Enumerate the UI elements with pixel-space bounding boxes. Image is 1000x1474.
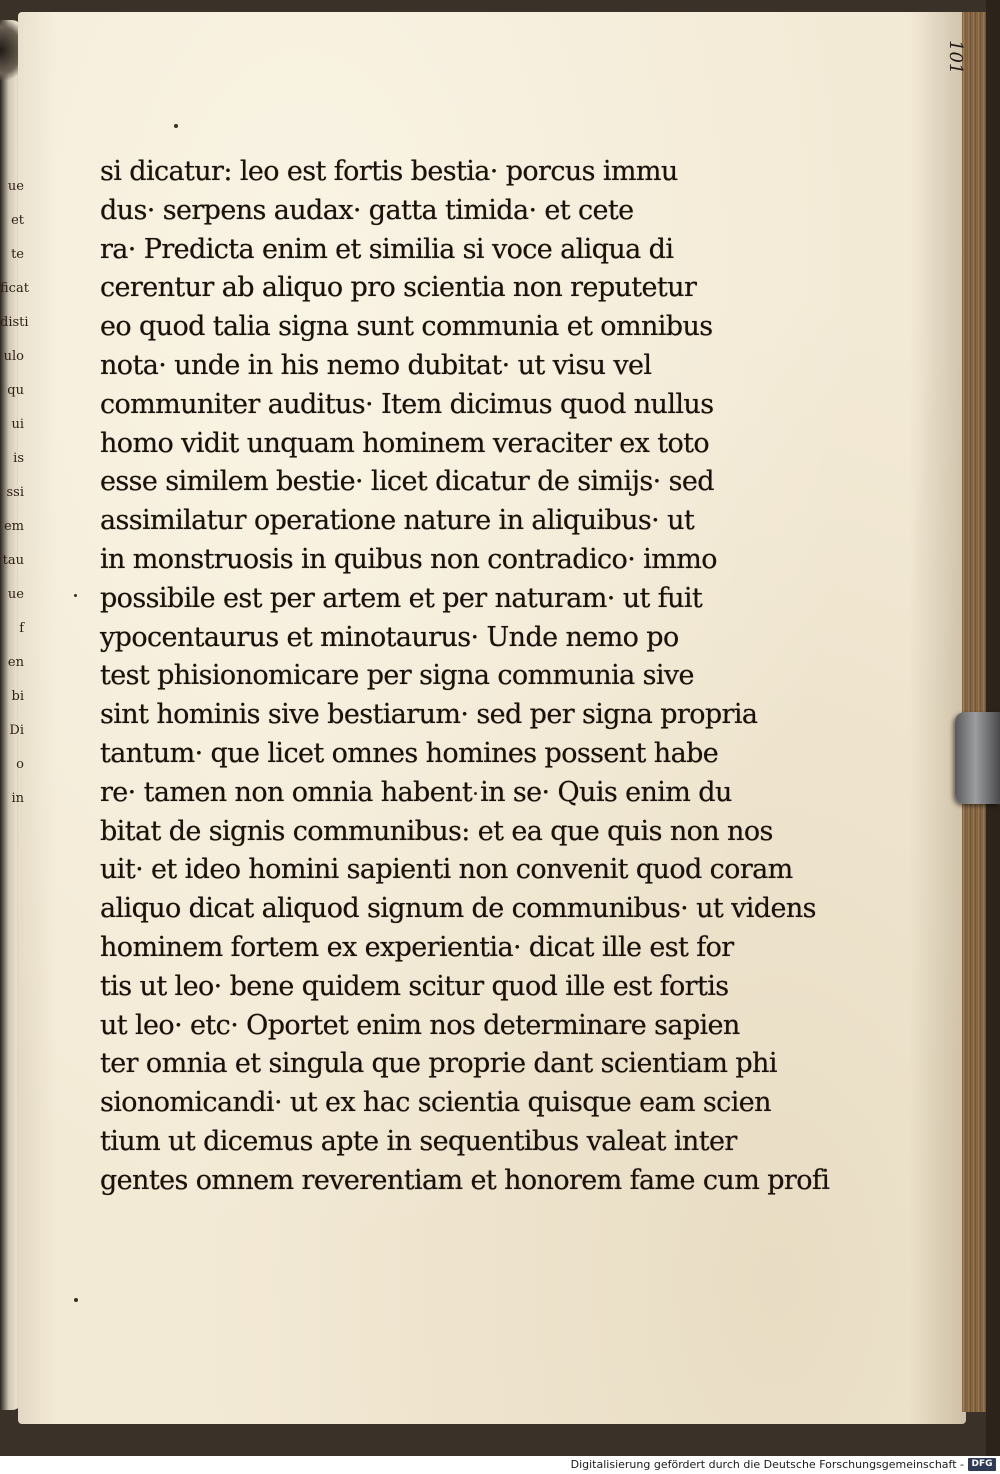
left-page-fragment: o	[16, 757, 24, 772]
ink-speck	[74, 594, 77, 597]
text-line: dus· serpens audax· gatta timida· et cete	[100, 194, 634, 226]
dfg-logo: DFG	[968, 1458, 996, 1471]
text-line: ypocentaurus et minotaurus· Unde nemo po	[100, 621, 679, 653]
metal-clasp	[955, 712, 1000, 804]
text-line: tium ut dicemus apte in sequentibus valeat inter	[100, 1125, 737, 1157]
text-line: aliquo dicat aliquod signum de communibus· ut videns	[100, 893, 816, 925]
left-page-fragment: ue	[7, 587, 24, 602]
page-number: 101	[945, 40, 966, 75]
left-page-fragment: in	[11, 791, 24, 806]
left-page-fragment: ulo	[3, 349, 24, 364]
digitization-credit: Digitalisierung gefördert durch die Deutsche Forschungsgemeinschaft -	[570, 1458, 964, 1471]
text-line: tis ut leo· bene quidem scitur quod ille est fortis	[100, 970, 729, 1002]
text-line: hominem fortem ex experientia· dicat ille est for	[100, 931, 734, 963]
text-line: ra· Predicta enim et similia si voce aliqua di	[100, 233, 674, 265]
text-block	[100, 153, 830, 1201]
text-line: gentes omnem reverentiam et honorem fame cum profi	[100, 1164, 830, 1196]
text-line: sint hominis sive bestiarum· sed per signa propria	[100, 699, 758, 731]
text-line: nota· unde in his nemo dubitat· ut visu vel	[100, 349, 652, 381]
text-line: sionomicandi· ut ex hac scientia quisque eam scien	[100, 1087, 771, 1119]
text-line: homo vidit unquam hominem veraciter ex toto	[100, 427, 710, 459]
ink-speck	[74, 1298, 78, 1302]
left-page-fragment: te	[11, 247, 24, 262]
text-line: cerentur ab aliquo pro scientia non reputetur	[100, 272, 697, 304]
left-page-fragment: ficat	[0, 281, 29, 296]
left-page-fragment: em	[3, 519, 24, 534]
left-page-fragment: en	[7, 655, 24, 670]
left-page-fragment: ui	[11, 417, 24, 432]
left-page-fragment: ssi	[6, 485, 24, 500]
ink-speck	[174, 124, 178, 128]
text-line: uit· et ideo homini sapienti non convenit quod coram	[100, 854, 793, 886]
text-line: ut leo· etc· Oportet enim nos determinare sapien	[100, 1009, 740, 1041]
text-line: ter omnia et singula que proprie dant scientiam phi	[100, 1048, 777, 1080]
text-line: communiter auditus· Item dicimus quod nullus	[100, 388, 714, 420]
text-line: in monstruosis in quibus non contradico· immo	[100, 543, 717, 575]
left-page-fragment: is	[13, 451, 24, 466]
left-page-fragment: Di	[9, 723, 24, 738]
text-line: esse similem bestie· licet dicatur de simijs· sed	[100, 466, 714, 498]
text-line: assimilatur operatione nature in aliquibus· ut	[100, 505, 695, 537]
text-line: si dicatur: leo est fortis bestia· porcus immu	[100, 156, 678, 187]
left-page-fragment: bi	[11, 689, 24, 704]
left-page-fragment: tau	[2, 553, 24, 568]
text-line: bitat de signis communibus: et ea que quis non nos	[100, 815, 773, 847]
text-line: eo quod talia signa sunt communia et omnibus	[100, 311, 713, 343]
left-page-fragments	[0, 170, 29, 870]
left-page-fragment: ue	[7, 179, 24, 194]
left-page-fragment: disti	[0, 315, 29, 330]
left-page-fragment: et	[11, 213, 24, 228]
text-line: test phisionomicare per signa communia sive	[100, 660, 694, 692]
text-line: re· tamen non omnia habent in se· Quis enim du	[100, 776, 732, 808]
left-page-fragment: f	[19, 621, 24, 636]
left-page-fragment: qu	[7, 383, 24, 398]
text-line: tantum· que licet omnes homines possent habe	[100, 737, 719, 769]
text-line: possibile est per artem et per naturam· ut fuit	[100, 582, 703, 614]
